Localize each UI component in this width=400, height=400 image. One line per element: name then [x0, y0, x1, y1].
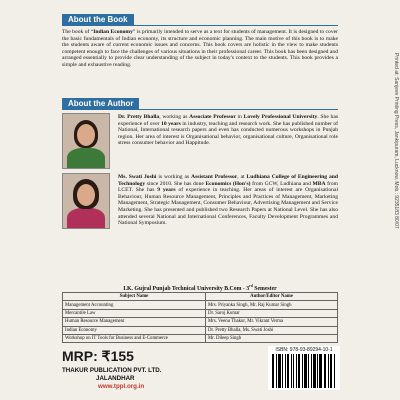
author1-bio: Dr. Pretty Bhalla, working as Associate Professor in Lovely Professional University. She has experience of over 10 years in industry, teaching and research work. She has published number of National, International research papers and even has conducted numerous workshops in Punjab region. Her area of interest is Organisational behavior, organisational culture, Organisational role stress consumer behavior and Happitude.: [118, 114, 339, 147]
barcode-bar: [299, 354, 300, 388]
table-cell: Mr. Dileep Singh: [206, 334, 338, 342]
printer-imprint: Printed at: Sanjeev Printing Press, Jankipuram, Lucknow, Mob.: 9235183 80/07: [393, 53, 399, 229]
divider: [62, 25, 338, 26]
barcode-bar: [276, 354, 277, 388]
table-cell: Dr. Pretty Bhalla, Ms. Swati Joshi: [206, 326, 338, 334]
table-cell: Management Accounting: [63, 301, 206, 309]
syllabus-title: I.K. Gujral Punjab Technical University B.Com - 3rd Semester: [123, 284, 277, 292]
barcode-bar: [306, 354, 307, 388]
barcode-bar: [288, 354, 289, 388]
barcode-bar: [328, 354, 329, 388]
table-cell: Mercantile Law: [63, 309, 206, 317]
table-row: [63, 301, 338, 309]
publisher-city: JALANDHAR: [96, 375, 135, 382]
barcode-bar: [273, 354, 274, 388]
isbn-barcode: [268, 346, 340, 390]
barcode-bar: [293, 354, 295, 388]
barcode-bar: [282, 354, 283, 388]
table-header: Author/Editor Name: [206, 293, 338, 301]
table-cell: Indian Economy: [63, 326, 206, 334]
isbn-number: ISBN: 978-93-89294-10-1: [275, 347, 333, 353]
table-cell: Dr. Saroj Kumar: [206, 309, 338, 317]
mrp-price: MRP: ₹155: [62, 348, 134, 364]
table-cell: Mrs. Veenu Thakur, Mr. Vikrant Verma: [206, 318, 338, 326]
publisher-name: THAKUR PUBLICATION PVT. LTD.: [62, 367, 162, 374]
table-row: [63, 309, 338, 317]
table-header: Subject Name: [63, 293, 206, 301]
barcode-bar: [331, 354, 332, 388]
table-row: [63, 318, 338, 326]
barcode-bar: [314, 354, 315, 388]
table-header-row: [63, 293, 338, 301]
about-book-heading: About the Book: [62, 14, 134, 25]
table-cell: Human Resource Management: [63, 318, 206, 326]
barcode-bar: [313, 354, 314, 388]
barcode-bar: [296, 354, 297, 388]
author1-photo: [62, 113, 110, 169]
barcode-bar: [279, 354, 281, 388]
barcode-bar: [319, 354, 320, 388]
table-row: [63, 334, 338, 342]
barcode-bars: [272, 354, 336, 388]
publisher-website[interactable]: www.tppl.org.in: [98, 383, 145, 390]
divider: [62, 109, 338, 110]
about-author-heading: About the Author: [62, 98, 139, 109]
table-cell: Workshop on IT Tools for Business and E-Commerce: [63, 334, 206, 342]
about-book-text: The book of “Indian Economy” is primarily intended to serve as a text for students of management. It is designed to cover the basic fundamentals of Indian economy, its structure and economic planning. The main motive of this book is to make the students aware of current economic issues and concerns. This book covers are holistic in the view to make students competent enough to face the challenges of various situations in their professional career. This book has been designed and arranged essentially to provide clear understanding of the subject in today's context to the students. This book provides a simple and exhaustive reading.: [62, 29, 338, 68]
author2-bio-top: Ms. Swati Joshi is working as Assistant Professor, at Ludhiana College of Engineering and Technology since 2010. She has done Economics (Hon's) from GCW, Ludhiana and MBA from LCET. She has 9 years of experience in teaching. Her areas of interest are Organisational Behaviour, Human Resource Management, Principles and Practices of Management, Marketing Management, Strategic Management, Consumer Behaviour, Advertising Management and Service Marketing. She has presented and published two Research Papers at National Level. She has also attended several National and International Conferences, Faculty Development Programmes and National Symposium.: [118, 174, 339, 227]
barcode-bar: [302, 354, 303, 388]
author2-photo: [62, 173, 110, 229]
barcode-bar: [325, 354, 326, 388]
barcode-bar: [320, 354, 322, 388]
barcode-bar: [334, 354, 335, 388]
table-row: [63, 326, 338, 334]
syllabus-table: [62, 292, 338, 343]
barcode-bar: [308, 354, 309, 388]
table-cell: Mrs. Priyanka Singh, Mr. Raj Kumar Singh: [206, 301, 338, 309]
barcode-bar: [287, 354, 288, 388]
